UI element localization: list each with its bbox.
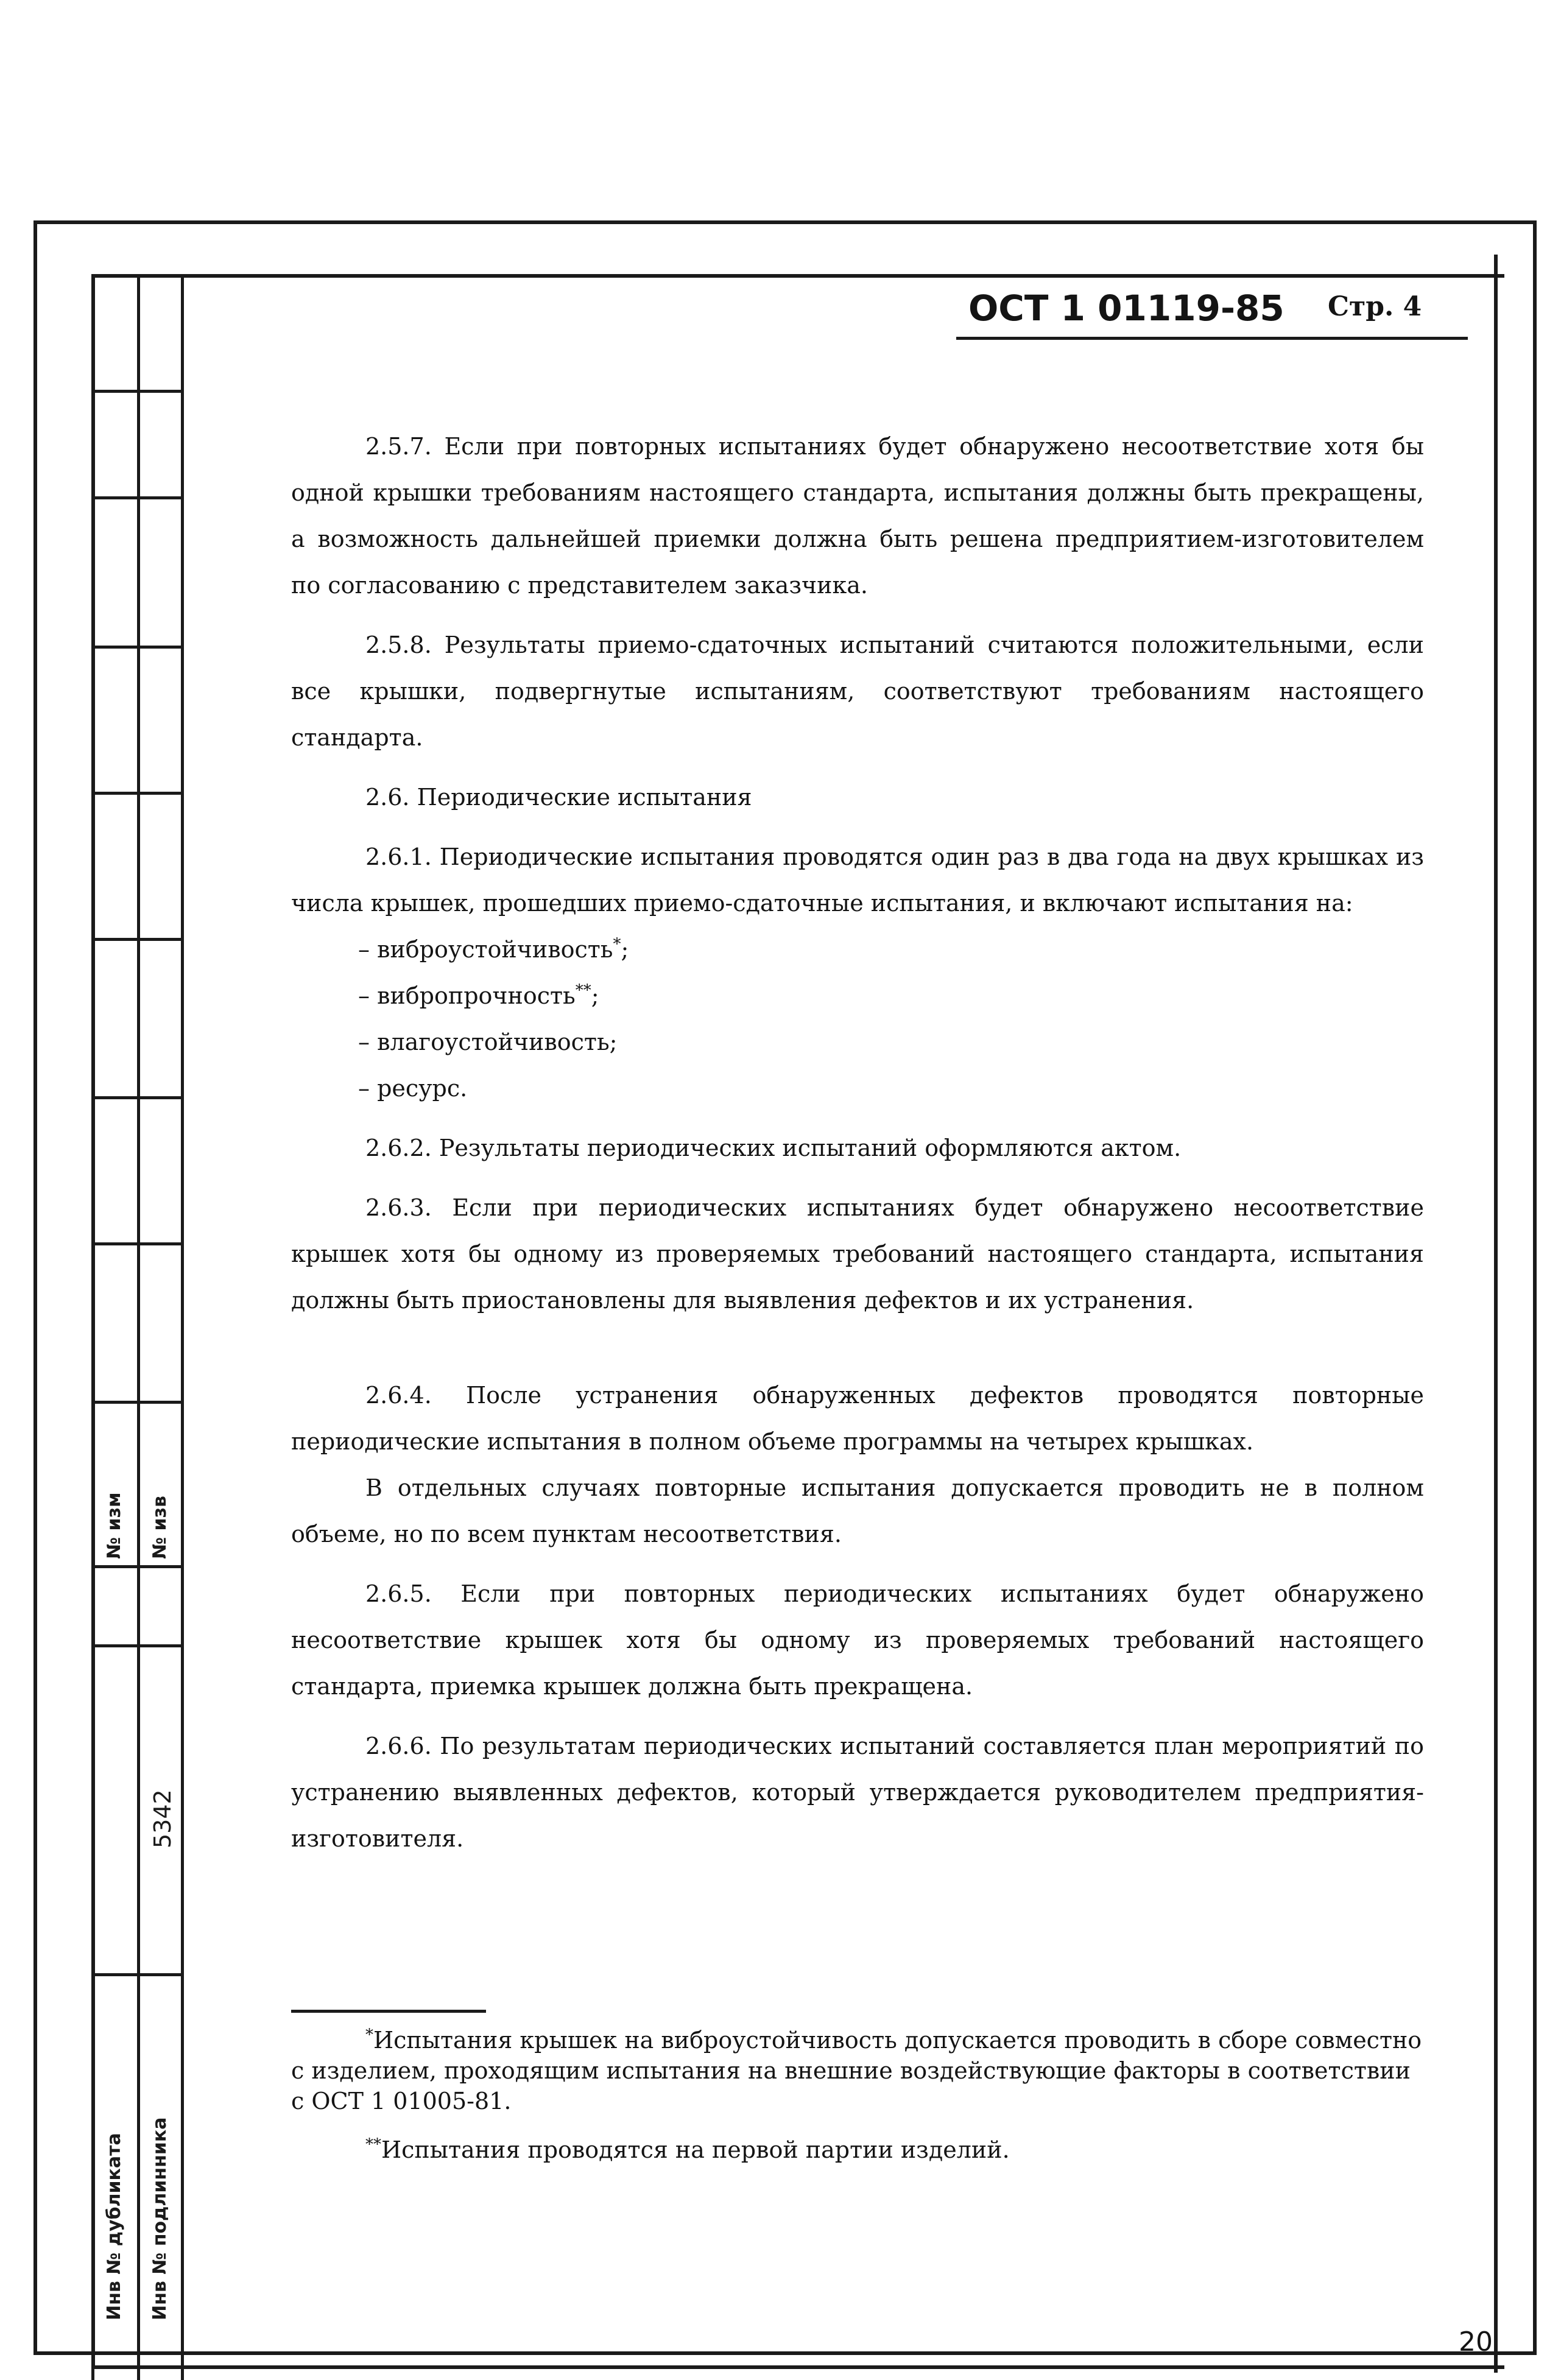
label-inv-duplicate: Инв № дубликата	[104, 2133, 125, 2320]
margin-divider	[91, 1973, 184, 1976]
label-izv: № изв	[149, 1496, 171, 1559]
paragraph-2-6-3: 2.6.3. Если при периодических испытаниях будет обнаружено несоответствие крышек хотя бы одному из проверяемых требований настоящего стандарта, испытания должны быть приостановлены для выявления дефектов и их устранения.	[291, 1194, 1424, 1314]
sheet-number: 20	[1459, 2326, 1493, 2357]
frame-right-edge	[1494, 255, 1498, 2373]
section-heading-2-6: 2.6. Периодические испытания	[365, 784, 752, 811]
margin-divider	[91, 1401, 184, 1404]
margin-divider	[91, 1565, 184, 1568]
paragraph-2-6-6: 2.6.6. По результатам периодических испытаний составляется план мероприятий по устранению выявленных дефектов, который утверждается руководителем предприятия-изготовителя.	[291, 1733, 1424, 1852]
paragraph-2-6-4-cont: В отдельных случаях повторные испытания допускается проводить не в полном объеме, но по всем пунктам несоответствия.	[291, 1474, 1424, 1547]
list-item: – вибропрочность**;	[358, 981, 599, 1009]
label-izm: № изм	[104, 1492, 125, 1559]
footnote-rule	[291, 2010, 486, 2013]
margin-divider	[91, 1644, 184, 1647]
margin-column-right	[181, 274, 184, 2380]
list-item: – виброустойчивость*;	[358, 935, 629, 963]
paragraph-2-6-4: 2.6.4. После устранения обнаруженных дефектов проводятся повторные периодические испытания в полном объеме программы на четырех крышках.	[291, 1382, 1424, 1455]
margin-divider	[91, 1242, 184, 1245]
footnote: **Испытания проводятся на первой партии изделий.	[365, 2135, 1010, 2163]
margin-divider	[91, 646, 184, 649]
margin-divider	[91, 792, 184, 795]
header-rule	[956, 337, 1468, 340]
margin-divider	[91, 1096, 184, 1099]
page-label: Стр. 4	[1328, 291, 1422, 322]
margin-column-middle	[137, 274, 140, 2380]
paragraph-2-6-1: 2.6.1. Периодические испытания проводятся один раз в два года на двух крышках из числа крышек, прошедших приемо-сдаточные испытания, и включают испытания на:	[291, 843, 1424, 917]
label-inv-original: Инв № подлинника	[149, 2117, 171, 2320]
list-item: – ресурс.	[358, 1075, 468, 1102]
list-item: – влагоустойчивость;	[358, 1029, 618, 1055]
paragraph-2-6-2: 2.6.2. Результаты периодических испытаний оформляются актом.	[365, 1135, 1182, 1161]
document-body	[291, 423, 1424, 1862]
paragraph-2-5-7: 2.5.7. Если при повторных испытаниях будет обнаружено несоответствие хотя бы одной крышки требованиям настоящего стандарта, испытания должны быть прекращены, а возможность дальнейшей приемки должна быть решена предприятием-изготовителем по согласованию с представителем заказчика.	[291, 433, 1424, 599]
margin-column-left	[91, 274, 94, 2380]
margin-divider	[91, 496, 184, 499]
document-code: ОСТ 1 01119-85	[968, 287, 1284, 329]
footnote: *Испытания крышек на виброустойчивость допускается проводить в сборе совместно с изделием, проходящим испытания на внешние воздействующие факторы в соответствии с ОСТ 1 01005-81.	[291, 2026, 1422, 2114]
margin-divider	[91, 390, 184, 393]
inventory-number: 5342	[149, 1789, 176, 1848]
margin-divider	[91, 938, 184, 941]
footnotes	[291, 2025, 1424, 2165]
paragraph-2-5-8: 2.5.8. Результаты приемо-сдаточных испытаний считаются положительными, если все крышки, подвергнутые испытаниям, соответствуют требованиям настоящего стандарта.	[291, 632, 1424, 751]
paragraph-2-6-5: 2.6.5. Если при повторных периодических испытаниях будет обнаружено несоответствие крышек хотя бы одному из проверяемых требований настоящего стандарта, приемка крышек должна быть прекращена.	[291, 1580, 1424, 1700]
